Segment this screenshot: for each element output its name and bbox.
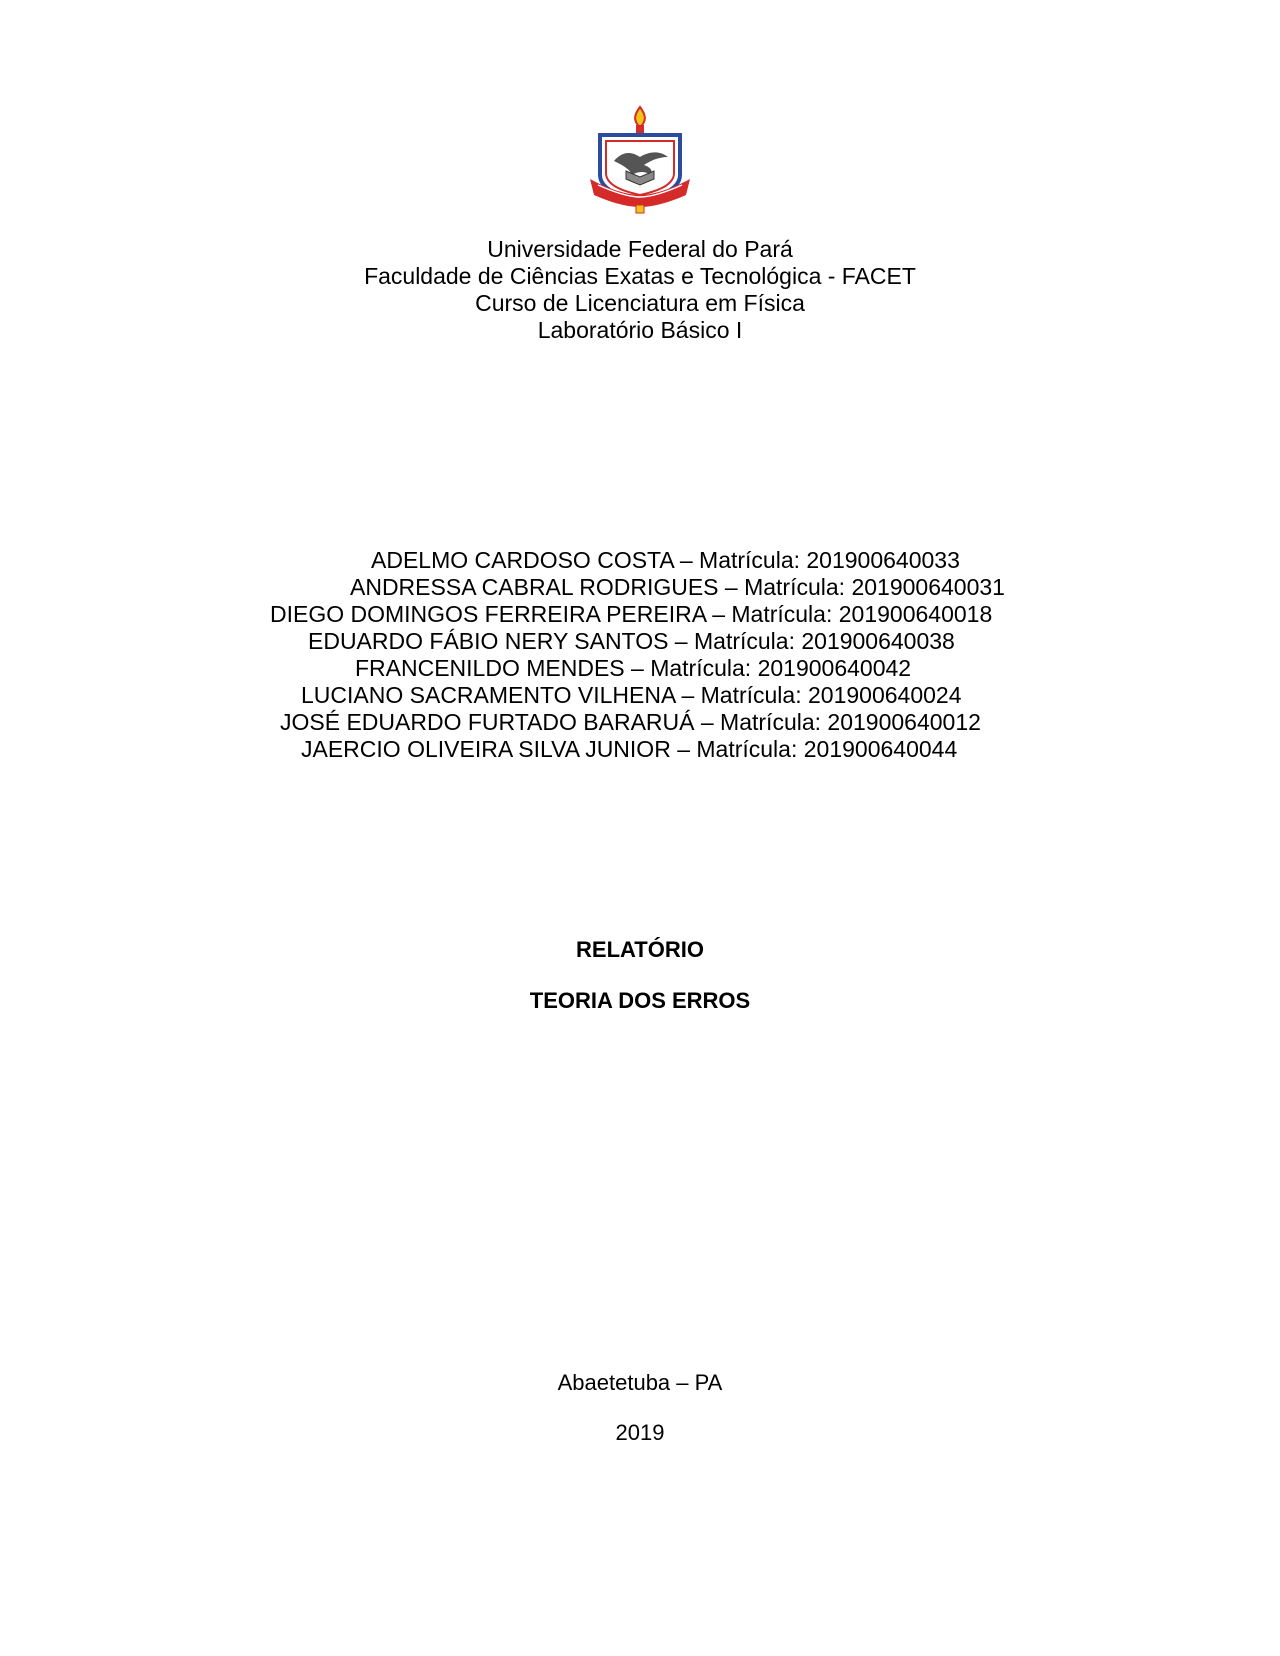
university-name: Universidade Federal do Pará: [487, 236, 793, 262]
course-name: Curso de Licenciatura em Física: [475, 290, 805, 316]
list-item: EDUARDO FÁBIO NERY SANTOS – Matrícula: 201900640038: [308, 628, 955, 654]
list-item: LUCIANO SACRAMENTO VILHENA – Matrícula: 201900640024: [301, 682, 962, 708]
ufpa-coat-of-arms-icon: [588, 105, 692, 217]
lab-name: Laboratório Básico I: [537, 317, 743, 343]
list-item: ANDRESSA CABRAL RODRIGUES – Matrícula: 201900640031: [350, 574, 1005, 600]
list-item: JOSÉ EDUARDO FURTADO BARARUÁ – Matrícula: 201900640012: [280, 709, 981, 735]
institution-header: [0, 236, 1280, 344]
location: Abaetetuba – PA: [557, 1370, 723, 1395]
list-item: JAERCIO OLIVEIRA SILVA JUNIOR – Matrícula: 201900640044: [301, 736, 958, 762]
report-topic: TEORIA DOS ERROS: [529, 988, 751, 1013]
faculty-name: Faculdade de Ciências Exatas e Tecnológica - FACET: [364, 263, 916, 289]
list-item: ADELMO CARDOSO COSTA – Matrícula: 201900640033: [371, 547, 960, 573]
year: 2019: [615, 1420, 665, 1445]
list-item: DIEGO DOMINGOS FERREIRA PEREIRA – Matrícula: 201900640018: [270, 601, 993, 627]
list-item: FRANCENILDO MENDES – Matrícula: 201900640042: [355, 655, 912, 681]
report-label: RELATÓRIO: [576, 937, 704, 962]
